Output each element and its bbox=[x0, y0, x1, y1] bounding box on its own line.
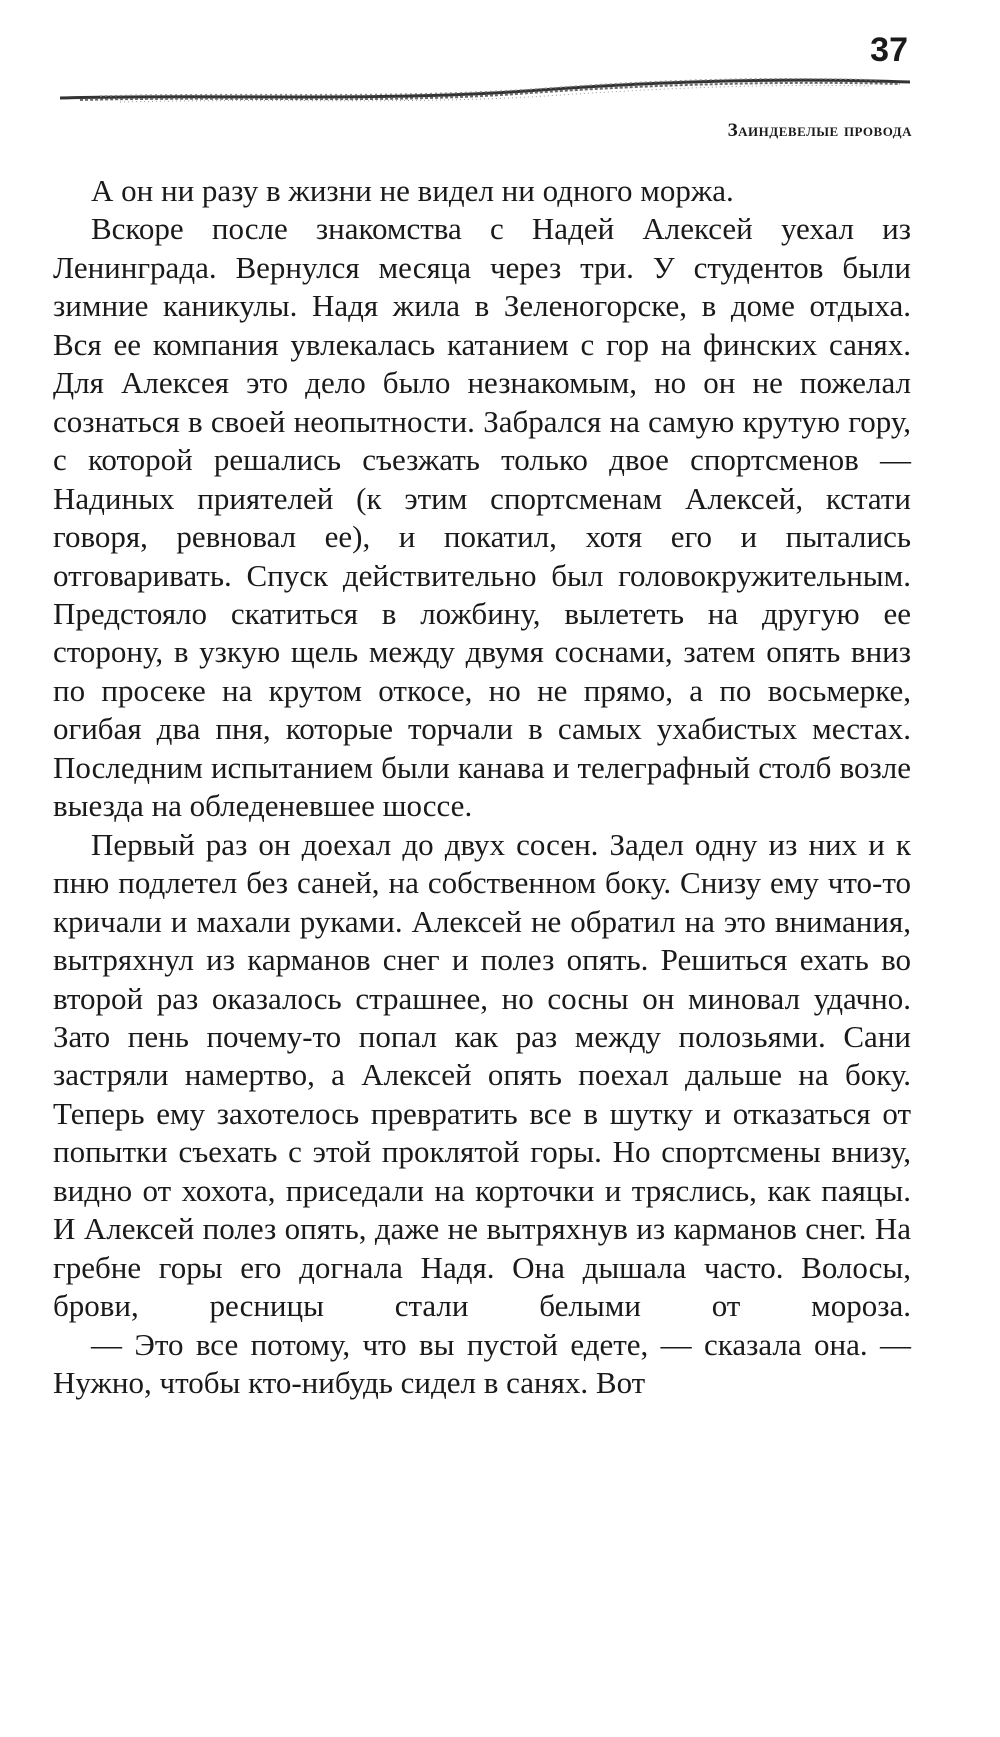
running-head: Заиндевелые провода bbox=[727, 120, 912, 141]
paragraph: Первый раз он доехал до двух сосен. Задел одну из них и к пню подлетел без саней, на собственном боку. Снизу ему что-то кричали и махали руками. Алексей не обратил на это внимания, вытряхнул из карманов снег и полез опять. Решиться ехать во второй раз оказалось страшнее, но сосны он миновал удачно. Зато пень почему-то попал как раз между полозьями. Сани застряли намертво, а Алексей опять поехал дальше на боку. Теперь ему захотелось превратить все в шутку и отказаться от попытки съехать с этой проклятой горы. Но спортсмены внизу, видно от хохота, приседали на корточки и тряслись, как паяцы. И Алексей полез опять, даже не вытряхнув из карманов снег. На гребне горы его догнала Надя. Она дышала часто. Волосы, брови, ресницы стали белыми от мороза. bbox=[53, 826, 911, 1324]
paragraph: Вскоре после знакомства с Надей Алексей уехал из Ленинграда. Вернулся месяца через три. У студентов были зимние каникулы. Надя жила в Зеленогорске, в доме отдыха. Вся ее компания увлекалась катанием с гор на финских санях. Для Алексея это дело было незнакомым, но он не пожелал сознаться в своей неопытности. Забрался на самую крутую гору, с которой решались съезжать только двое спортсменов — Надиных приятелей (к этим спортсменам Алексей, кстати говоря, ревновал ее), и покатил, хотя его и пытались отговаривать. Спуск действительно был головокружительным. Предстояло скатиться в ложбину, вылететь на другую ее сторону, в узкую щель между двумя соснами, затем опять вниз по просеке на крутом откосе, но не прямо, а по восьмерке, огибая два пня, которые торчали в самых ухабистых местах. Последним испытанием были канава и телеграфный столб возле выезда на обледеневшее шоссе. bbox=[53, 211, 911, 824]
paragraph: А он ни разу в жизни не видел ни одного моржа. bbox=[91, 173, 734, 208]
paragraph: — Это все потому, что вы пустой едете, — сказала она. — Нужно, чтобы кто-нибудь сидел в санях. Вот bbox=[53, 1326, 911, 1401]
page-number: 37 bbox=[870, 31, 908, 69]
decorative-header-rule bbox=[60, 74, 910, 110]
body-text bbox=[53, 172, 911, 1403]
